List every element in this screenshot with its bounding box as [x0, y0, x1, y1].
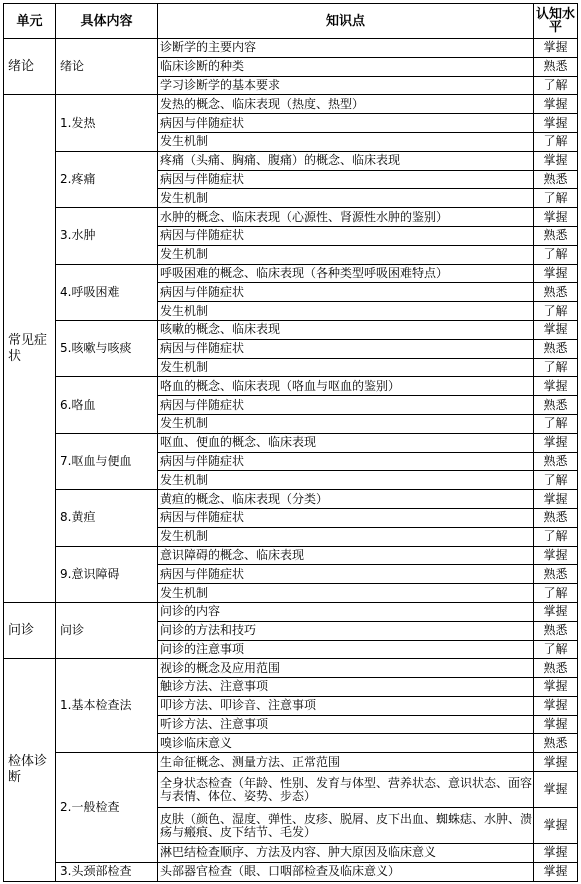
knowledge-point-cell: 咳嗽的概念、临床表现: [158, 320, 534, 339]
level-cell: 掌握: [534, 320, 578, 339]
knowledge-point-cell: 水肿的概念、临床表现（心源性、肾源性水肿的鉴别）: [158, 208, 534, 227]
topic-cell: 3.头颈部检查: [56, 862, 158, 881]
table-row: [4, 490, 578, 509]
topic-cell: 2.一般检查: [56, 753, 158, 863]
level-cell: 掌握: [534, 377, 578, 396]
knowledge-point-cell: 咯血的概念、临床表现（咯血与呕血的鉴别）: [158, 377, 534, 396]
level-cell: 掌握: [534, 151, 578, 170]
knowledge-point-cell: 发生机制: [158, 245, 534, 264]
knowledge-point-cell: 听诊方法、注意事项: [158, 715, 534, 734]
knowledge-point-cell: 问诊的内容: [158, 602, 534, 621]
knowledge-point-cell: 发生机制: [158, 132, 534, 151]
knowledge-point-cell: 叩诊方法、叩诊音、注意事项: [158, 696, 534, 715]
knowledge-point-cell: 全身状态检查（年龄、性别、发育与体型、营养状态、意识状态、面容与表情、体位、姿势、步态）: [158, 772, 534, 808]
knowledge-point-cell: 视诊的概念及应用范围: [158, 659, 534, 678]
table-row: [4, 264, 578, 283]
level-cell: 掌握: [534, 208, 578, 227]
table-row: [4, 546, 578, 565]
table-row: [4, 208, 578, 227]
level-cell: 了解: [534, 76, 578, 95]
knowledge-point-cell: 呼吸困难的概念、临床表现（各种类型呼吸困难特点）: [158, 264, 534, 283]
level-cell: 熟悉: [534, 508, 578, 527]
level-cell: 了解: [534, 358, 578, 377]
knowledge-point-cell: 发生机制: [158, 414, 534, 433]
level-cell: 掌握: [534, 862, 578, 881]
level-cell: 掌握: [534, 678, 578, 697]
level-cell: 掌握: [534, 114, 578, 133]
level-cell: 掌握: [534, 696, 578, 715]
level-cell: 掌握: [534, 753, 578, 772]
knowledge-point-cell: 问诊的注意事项: [158, 640, 534, 659]
topic-cell: 5.咳嗽与咳痰: [56, 320, 158, 376]
level-cell: 掌握: [534, 844, 578, 863]
knowledge-point-cell: 病因与伴随症状: [158, 452, 534, 471]
table-row: [4, 151, 578, 170]
table-row: [4, 659, 578, 678]
level-cell: 了解: [534, 414, 578, 433]
level-cell: 了解: [534, 471, 578, 490]
table-row: [4, 602, 578, 621]
level-cell: 掌握: [534, 602, 578, 621]
level-cell: 了解: [534, 584, 578, 603]
knowledge-point-cell: 发生机制: [158, 471, 534, 490]
level-cell: 熟悉: [534, 339, 578, 358]
level-cell: 了解: [534, 132, 578, 151]
level-cell: 熟悉: [534, 396, 578, 415]
level-cell: 熟悉: [534, 734, 578, 753]
knowledge-point-cell: 触诊方法、注意事项: [158, 678, 534, 697]
level-cell: 掌握: [534, 433, 578, 452]
level-cell: 掌握: [534, 39, 578, 58]
header-level: 认知水平: [534, 4, 578, 39]
topic-cell: 4.呼吸困难: [56, 264, 158, 320]
topic-cell: 6.咯血: [56, 377, 158, 433]
topic-cell: 9.意识障碍: [56, 546, 158, 602]
knowledge-point-cell: 发生机制: [158, 302, 534, 321]
topic-cell: 2.疼痛: [56, 151, 158, 207]
level-cell: 熟悉: [534, 57, 578, 76]
topic-cell: 8.黄疸: [56, 490, 158, 546]
topic-cell: 1.基本检查法: [56, 659, 158, 753]
syllabus-table: [3, 3, 578, 882]
level-cell: 掌握: [534, 546, 578, 565]
topic-cell: 1.发热: [56, 95, 158, 151]
level-cell: 熟悉: [534, 283, 578, 302]
table-row: [4, 862, 578, 881]
knowledge-point-cell: 病因与伴随症状: [158, 565, 534, 584]
level-cell: 掌握: [534, 264, 578, 283]
unit-cell: 问诊: [4, 602, 56, 658]
level-cell: 了解: [534, 189, 578, 208]
knowledge-point-cell: 病因与伴随症状: [158, 508, 534, 527]
level-cell: 熟悉: [534, 659, 578, 678]
level-cell: 熟悉: [534, 565, 578, 584]
knowledge-point-cell: 临床诊断的种类: [158, 57, 534, 76]
table-header-row: [4, 4, 578, 39]
knowledge-point-cell: 嗅诊临床意义: [158, 734, 534, 753]
level-cell: 掌握: [534, 808, 578, 844]
unit-cell: 绪论: [4, 39, 56, 95]
level-cell: 了解: [534, 527, 578, 546]
knowledge-point-cell: 生命征概念、测量方法、正常范围: [158, 753, 534, 772]
level-cell: 掌握: [534, 772, 578, 808]
level-cell: 掌握: [534, 490, 578, 509]
table-row: [4, 39, 578, 58]
knowledge-point-cell: 病因与伴随症状: [158, 283, 534, 302]
knowledge-point-cell: 头部器官检查（眼、口咽部检查及临床意义）: [158, 862, 534, 881]
knowledge-point-cell: 病因与伴随症状: [158, 396, 534, 415]
unit-cell: 常见症状: [4, 95, 56, 603]
table-body: [4, 39, 578, 882]
unit-cell: 检体诊断: [4, 659, 56, 881]
table-row: [4, 95, 578, 114]
header-unit: 单元: [4, 4, 56, 39]
table-row: [4, 377, 578, 396]
knowledge-point-cell: 疼痛（头痛、胸痛、腹痛）的概念、临床表现: [158, 151, 534, 170]
header-point: 知识点: [158, 4, 534, 39]
knowledge-point-cell: 黄疸的概念、临床表现（分类）: [158, 490, 534, 509]
level-cell: 掌握: [534, 715, 578, 734]
syllabus-sheet: [3, 3, 578, 882]
table-row: [4, 433, 578, 452]
knowledge-point-cell: 发热的概念、临床表现（热度、热型）: [158, 95, 534, 114]
knowledge-point-cell: 病因与伴随症状: [158, 339, 534, 358]
level-cell: 了解: [534, 640, 578, 659]
knowledge-point-cell: 呕血、便血的概念、临床表现: [158, 433, 534, 452]
level-cell: 掌握: [534, 95, 578, 114]
knowledge-point-cell: 病因与伴随症状: [158, 226, 534, 245]
table-row: [4, 753, 578, 772]
level-cell: 熟悉: [534, 621, 578, 640]
knowledge-point-cell: 发生机制: [158, 527, 534, 546]
knowledge-point-cell: 皮肤（颜色、湿度、弹性、皮疹、脱屑、皮下出血、蜘蛛痣、水肿、溃疡与瘢痕、皮下结节、毛发）: [158, 808, 534, 844]
knowledge-point-cell: 学习诊断学的基本要求: [158, 76, 534, 95]
knowledge-point-cell: 发生机制: [158, 584, 534, 603]
topic-cell: 7.呕血与便血: [56, 433, 158, 489]
level-cell: 熟悉: [534, 226, 578, 245]
level-cell: 熟悉: [534, 170, 578, 189]
knowledge-point-cell: 意识障碍的概念、临床表现: [158, 546, 534, 565]
level-cell: 熟悉: [534, 452, 578, 471]
knowledge-point-cell: 病因与伴随症状: [158, 170, 534, 189]
knowledge-point-cell: 诊断学的主要内容: [158, 39, 534, 58]
knowledge-point-cell: 问诊的方法和技巧: [158, 621, 534, 640]
header-topic: 具体内容: [56, 4, 158, 39]
knowledge-point-cell: 发生机制: [158, 189, 534, 208]
level-cell: 了解: [534, 245, 578, 264]
knowledge-point-cell: 淋巴结检查顺序、方法及内容、肿大原因及临床意义: [158, 844, 534, 863]
topic-cell: 绪论: [56, 39, 158, 95]
level-cell: 了解: [534, 302, 578, 321]
topic-cell: 问诊: [56, 602, 158, 658]
table-row: [4, 320, 578, 339]
topic-cell: 3.水肿: [56, 208, 158, 264]
knowledge-point-cell: 病因与伴随症状: [158, 114, 534, 133]
knowledge-point-cell: 发生机制: [158, 358, 534, 377]
